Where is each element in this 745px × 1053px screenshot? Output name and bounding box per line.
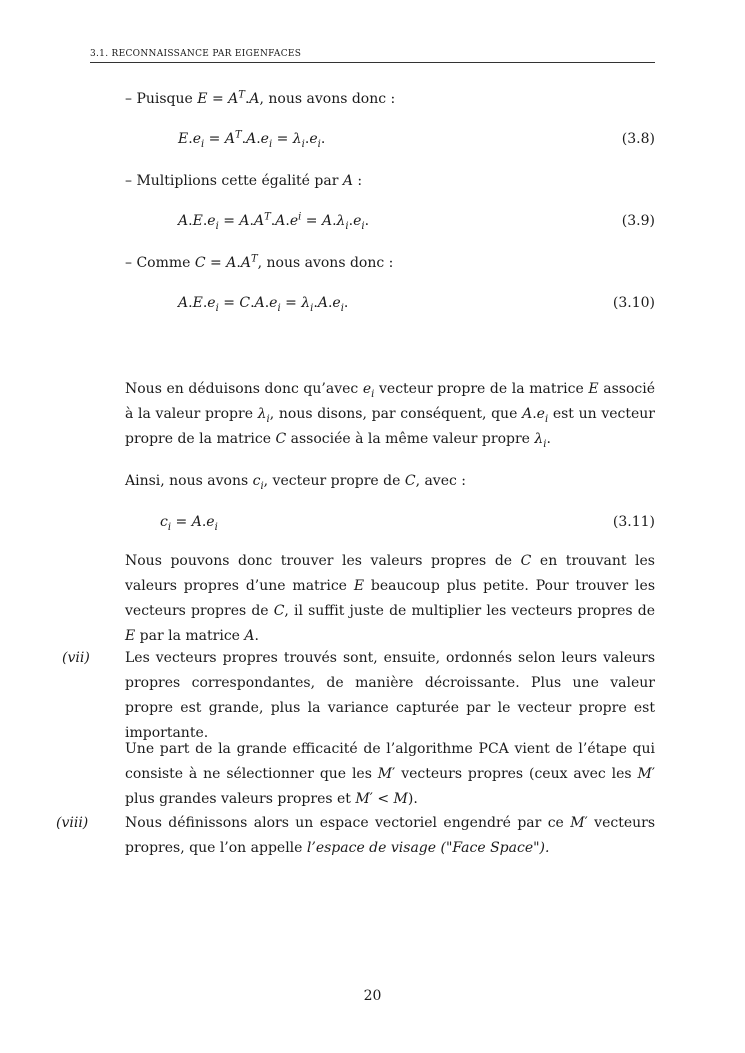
paragraph-vii: Les vecteurs propres trouvés sont, ensuite, ordonnés selon leurs valeurs propres correspondantes, de manière décroissante. Plus une valeur propre est grande, plus la variance capturée par le vecteur propre est importante. (125, 650, 655, 741)
equation-number-3-8: (3.8) (621, 131, 655, 147)
paragraph-viii: Nous définissons alors un espace vectoriel engendré par ce M′ vecteurs propres, que l’on appelle l’espace de visage ("Face Space"). (125, 815, 656, 856)
bullet-text-before: Puisque (136, 91, 198, 107)
paragraph-ainsi: Ainsi, nous avons $c_i$, vecteur propre de C, avec : (125, 473, 467, 492)
equation-3-8: $E.e_i = A^T.A.e_i = \lambda_i.e_i$. (178, 129, 326, 150)
bullet-item-2 (125, 169, 362, 194)
paragraph-pca: Une part de la grande efficacité de l’algorithme PCA vient de l’étape qui consiste à ne sélectionner que les M′ vecteurs propres (ceux avec les M′ plus grandes valeurs propres et M′ < M). (125, 741, 655, 807)
item-label-vii: (vii) (62, 650, 90, 666)
bullet-text-after: : (352, 173, 363, 189)
paragraph-deduction: Nous en déduisons donc qu’avec $e_i$ vecteur propre de la matrice E associé à la valeur propre $\lambda_i$, nous disons, par conséquent, que $A.e_i$ est un vecteur propre de la matrice C associée à la même valeur propre $\lambda_i$. (125, 381, 656, 450)
bullet-math: $E = A^T.A$ (197, 89, 260, 107)
bullet-text-after: , nous avons donc : (257, 255, 394, 271)
running-header (90, 49, 655, 63)
equation-3-9: $A.E.e_i = A.A^T.A.e^i = A.\lambda_i.e_i$. (178, 211, 370, 232)
bullet-math: $C = A.A^T$ (194, 253, 258, 271)
item-label-viii: (viii) (56, 815, 89, 831)
bullet-text-before: Comme (136, 255, 195, 271)
equation-3-10: $A.E.e_i = C.A.e_i = \lambda_i.A.e_i$. (178, 295, 349, 314)
bullet-text-before: Multiplions cette égalité par (136, 173, 343, 189)
equation-3-11: $c_i = A.e_i$ (160, 514, 218, 533)
bullet-math: A (342, 173, 353, 189)
bullet-item-1 (125, 87, 395, 112)
paragraph-nous-pouvons: Nous pouvons donc trouver les valeurs propres de C en trouvant les valeurs propres d’une matrice E beaucoup plus petite. Pour trouver les vecteurs propres de C, il suffit juste de multiplier les vecteurs propres de E par la matrice A. (125, 553, 655, 644)
bullet-text-after: , nous avons donc : (259, 91, 396, 107)
equation-number-3-11: (3.11) (612, 514, 655, 530)
section-title: 3.1. RECONNAISSANCE PAR EIGENFACES (90, 49, 302, 59)
bullet-dash: – (125, 91, 132, 107)
page-number: 20 (363, 988, 382, 1004)
equation-number-3-10: (3.10) (612, 295, 655, 311)
equation-number-3-9: (3.9) (621, 213, 655, 229)
bullet-dash: – (125, 173, 132, 189)
bullet-dash: – (125, 255, 132, 271)
bullet-item-3 (125, 251, 393, 276)
